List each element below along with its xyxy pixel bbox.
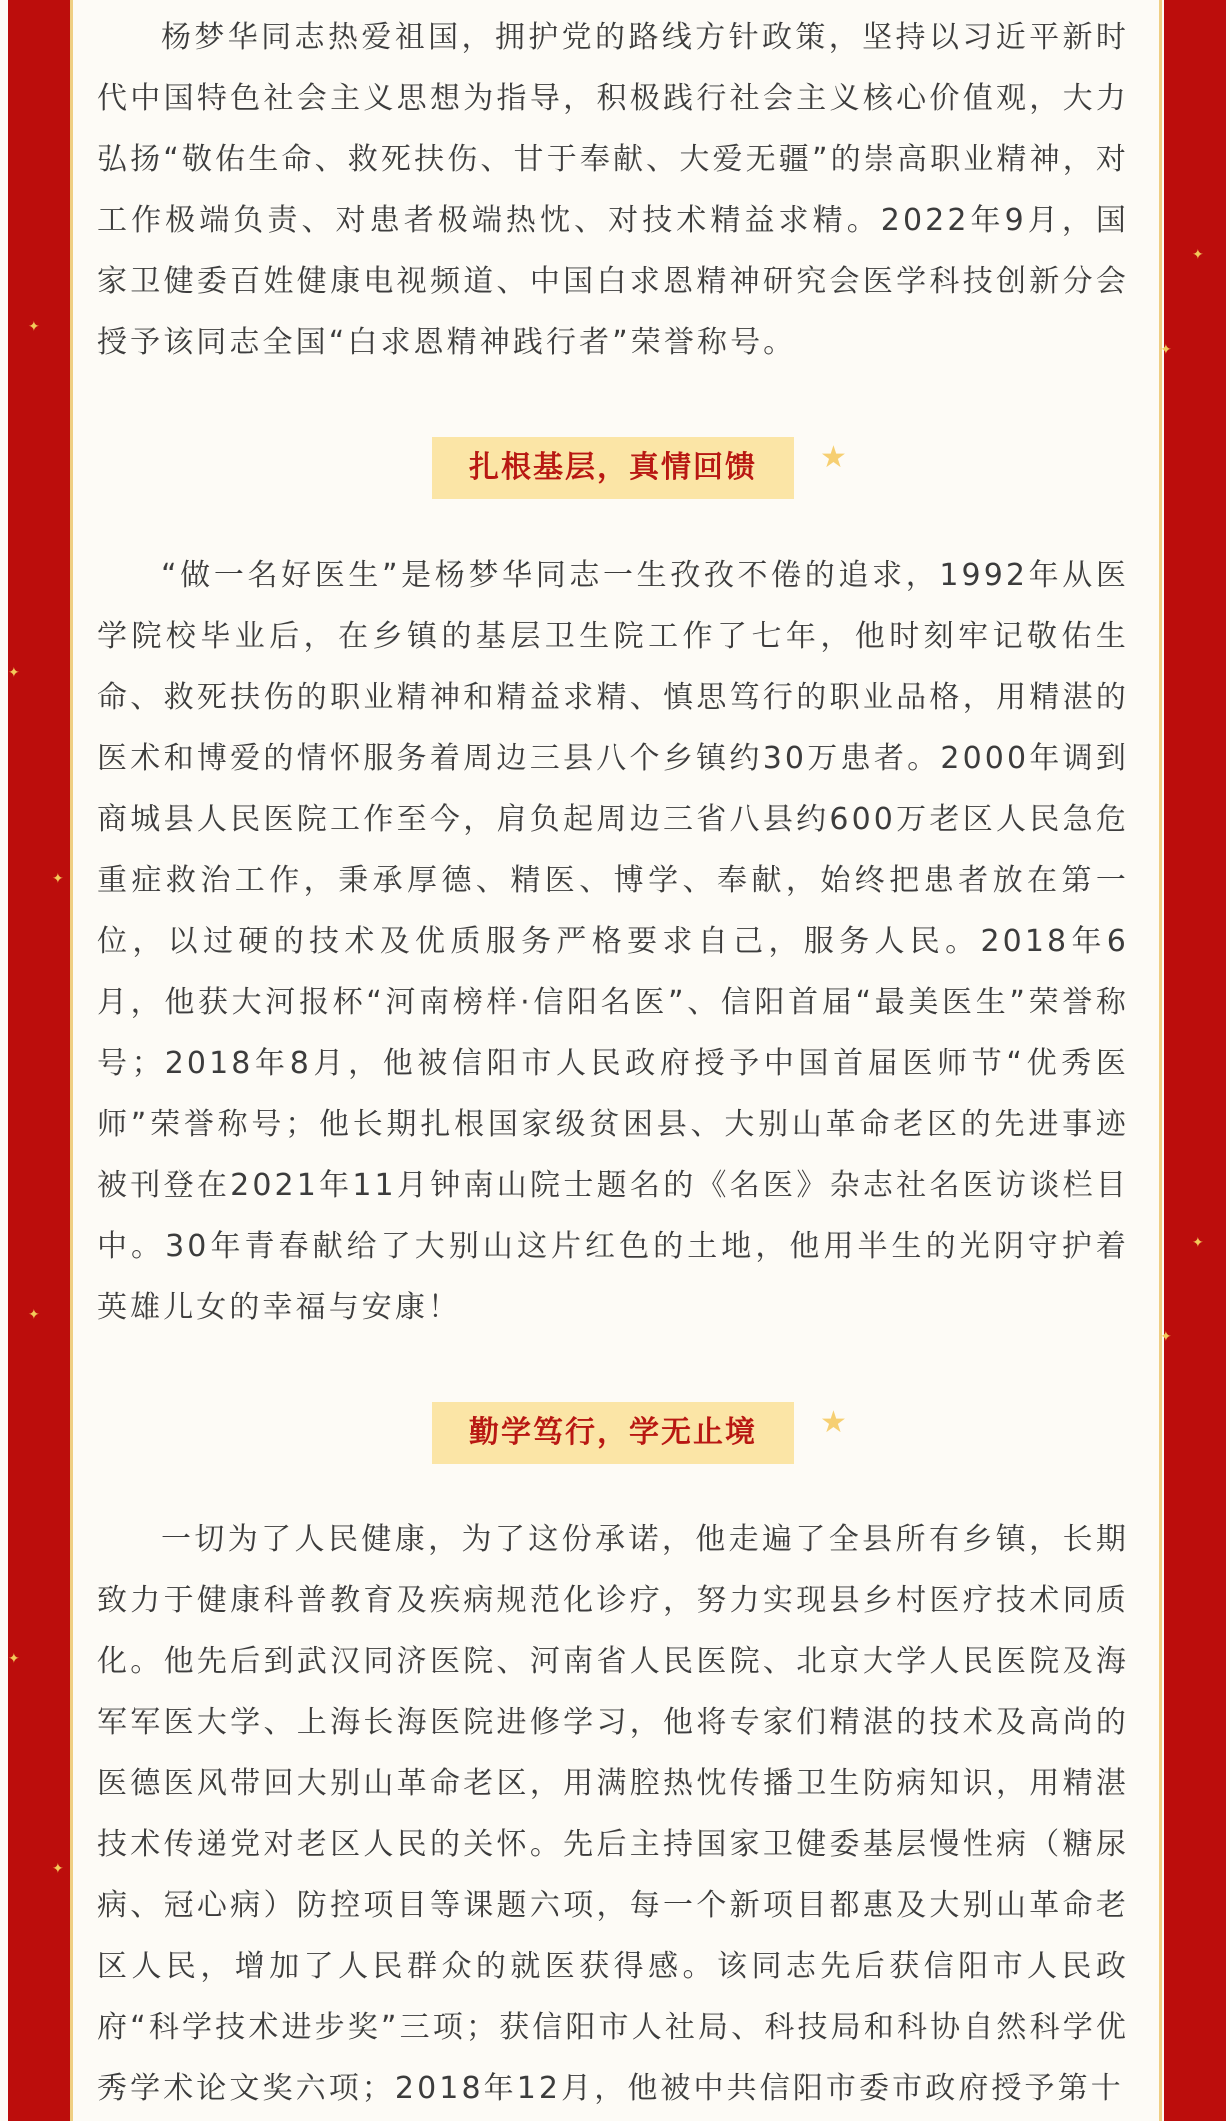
left-gold-line: [70, 0, 73, 2121]
sparkle-icon: ✦: [52, 1861, 64, 1877]
right-red-border: [1164, 0, 1226, 2121]
section-heading: [432, 437, 872, 499]
section-paragraph: 一切为了人民健康，为了这份承诺，他走遍了全县所有乡镇，长期致力于健康科普教育及疾病规范化诊疗，努力实现县乡村医疗技术同质化。他先后到武汉同济医院、河南省人民医院、北京大学人民医院及海军军医大学、上海长海医院进修学习，他将专家们精湛的技术及高尚的医德医风带回大别山革命老区，用满腔热忱传播卫生防病知识，用精湛技术传递党对老区人民的关怀。先后主持国家卫健委基层慢性病（糖尿病、冠心病）防控项目等课题六项，每一个新项目都惠及大别山革命老区人民，增加了人民群众的就医获得感。该同志先后获信阳市人民政府“科学技术进步奖”三项；获信阳市人社局、科技局和科协自然科学优秀学术论文奖六项；2018年12月，他被中共信阳市委市政府授予第十: [97, 1522, 1129, 2106]
sparkle-icon: ✦: [8, 1651, 20, 1667]
star-icon: ★: [820, 1405, 847, 1440]
sparkle-icon: ✦: [1192, 1235, 1204, 1251]
sparkle-icon: ✦: [1160, 342, 1172, 358]
star-icon: ★: [820, 440, 847, 475]
intro-paragraph: 杨梦华同志热爱祖国，拥护党的路线方针政策，坚持以习近平新时代中国特色社会主义思想为指导，积极践行社会主义核心价值观，大力弘扬“敬佑生命、救死扶伤、甘于奉献、大爱无疆”的崇高职业精神，对工作极端负责、对患者极端热忱、对技术精益求精。2022年9月，国家卫健委百姓健康电视频道、中国白求恩精神研究会医学科技创新分会授予该同志全国“白求恩精神践行者”荣誉称号。: [97, 20, 1129, 360]
sparkle-icon: ✦: [1160, 1329, 1172, 1345]
sparkle-icon: ✦: [8, 665, 20, 681]
section-heading-label: 勤学笃行，学无止境: [432, 1402, 794, 1464]
sparkle-icon: ✦: [52, 871, 64, 887]
section-heading-label: 扎根基层，真情回馈: [432, 437, 794, 499]
section-heading: [432, 1402, 872, 1464]
sparkle-icon: ✦: [28, 319, 40, 335]
section-paragraph: “做一名好医生”是杨梦华同志一生孜孜不倦的追求，1992年从医学院校毕业后，在乡镇的基层卫生院工作了七年，他时刻牢记敬佑生命、救死扶伤的职业精神和精益求精、慎思笃行的职业品格，用精湛的医术和博爱的情怀服务着周边三县八个乡镇约30万患者。2000年调到商城县人民医院工作至今，肩负起周边三省八县约600万老区人民急危重症救治工作，秉承厚德、精医、博学、奉献，始终把患者放在第一位，以过硬的技术及优质服务严格要求自己，服务人民。2018年6月，他获大河报杯“河南榜样·信阳名医”、信阳首届“最美医生”荣誉称号；2018年8月，他被信阳市人民政府授予中国首届医师节“优秀医师”荣誉称号；他长期扎根国家级贫困县、大别山革命老区的先进事迹被刊登在2021年11月钟南山院士题名的《名医》杂志社名医访谈栏目中。30年青春献给了大别山这片红色的土地，他用半生的光阴守护着英雄儿女的幸福与安康！: [97, 558, 1129, 1325]
right-gold-line: [1159, 0, 1162, 2121]
sparkle-icon: ✦: [1192, 247, 1204, 263]
sparkle-icon: ✦: [28, 1307, 40, 1323]
